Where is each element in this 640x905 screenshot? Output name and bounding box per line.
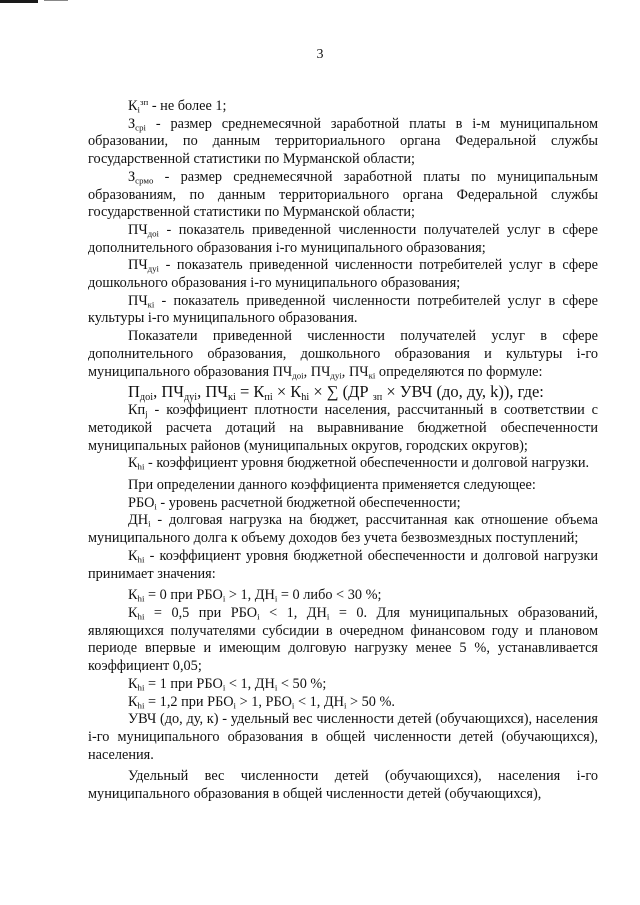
formula: $П_{доi}$, $ПЧ_{дуi}$, $ПЧ_{кi} = К_{пi} \times К_{hi}$ × ∑ (ДР $_{зп}$ × УВЧ (до, ду, k)), где: [128,382,544,404]
paragraph-formula-intro: Показатели приведенной численности получателей услуг в сфере дополнительного образования, дошкольного образования и культуры i-го муниципального образования $ПЧ_{доi}$, $ПЧ_{дуi}$, $ПЧ_{кi}$ определяются по формуле: [88,328,598,381]
paragraph-rbo: $РБО_i$ - уровень расчетной бюджетной обеспеченности; [128,494,461,512]
paragraph-zsr-i: $З_{срi}$ - размер среднемесячной заработной платы в i-м муниципальном образовании, по данным территориального органа Федеральной службы государственной статистики по Мурманской области; [88,115,598,168]
page-number: 3 [316,47,324,62]
paragraph-dn: $ДН_i$ - долговая нагрузка на бюджет, рассчитанная как отношение объема муниципального долга к объему доходов без учета безвозмездных поступлений; [88,512,598,547]
paragraph-pch-du: $ПЧ_{дуi}$ - показатель приведенной численности потребителей услуг в сфере дошкольного образования i-го муниципального образования; [88,257,598,292]
paragraph-kh-05: $К_{hi} = 0,5$ при $РБО_i < 1$, $ДН_i = 0$. Для муниципальных образований, являющихся получателями субсидии в очередном финансовом году и плановом периоде впервые и имеющим долговую нагрузку менее 5 %, устанавливается коэффициент 0,05; [88,604,598,675]
paragraph-zsr-mo: $З_{срмо}$ - размер среднемесячной заработной платы по муниципальным образованиям, по данным территориального органа Федеральной службы государственной статистики по Мурманской области; [88,168,598,221]
paragraph-kh-0: $К_{hi} = 0$ при $РБО_i > 1$, $ДН_i = 0$ либо < 30 %; [128,587,382,604]
paragraph-uvch-cont: Удельный вес численности детей (обучающихся), населения i-го муниципального образования в общей численности детей (обучающихся), [88,768,598,803]
document-body [88,98,598,804]
paragraph-pch-k: $ПЧ_{кi}$ - показатель приведенной численности потребителей услуг в сфере культуры i-го муниципального образования. [88,292,598,327]
scan-edge-mark [44,0,68,1]
paragraph-uvch: УВЧ (до, ду, к) - удельный вес численности детей (обучающихся), населения i-го муниципального образования в общей численности детей (обучающихся), населения. [88,711,598,763]
paragraph-kh-1: $К_{hi} = 1$ при $РБО_i < 1$, $ДН_i < 50$ %; [128,675,327,693]
paragraph-kzp-limit: $К_i^{зп}$ - не более 1; [128,97,227,115]
scan-edge-mark [0,0,38,3]
paragraph-kp-density: $Кп_j$ - коэффициент плотности населения, рассчитанный в соответствии с методикой расчета дотаций на выравнивание бюджетной обеспеченности муниципальных районов (муниципальных округов, городских округов); [88,402,598,454]
paragraph-kh-values: $К_{hi}$ - коэффициент уровня бюджетной обеспеченности и долговой нагрузки принимает значения: [88,547,598,582]
paragraph-definition-intro: При определении данного коэффициента применяется следующее: [128,477,536,494]
paragraph-kh-coefficient: $К_{hi}$ - коэффициент уровня бюджетной обеспеченности и долговой нагрузки. [128,455,590,472]
paragraph-kh-12: $К_{hi} = 1,2$ при $РБО_i > 1$, $РБО_i < 1$, $ДН_i > 50$ %. [128,693,396,710]
paragraph-pch-do: $ПЧ_{доi}$ - показатель приведенной численности получателей услуг в сфере дополнительного образования i-го муниципального образования; [88,221,598,256]
